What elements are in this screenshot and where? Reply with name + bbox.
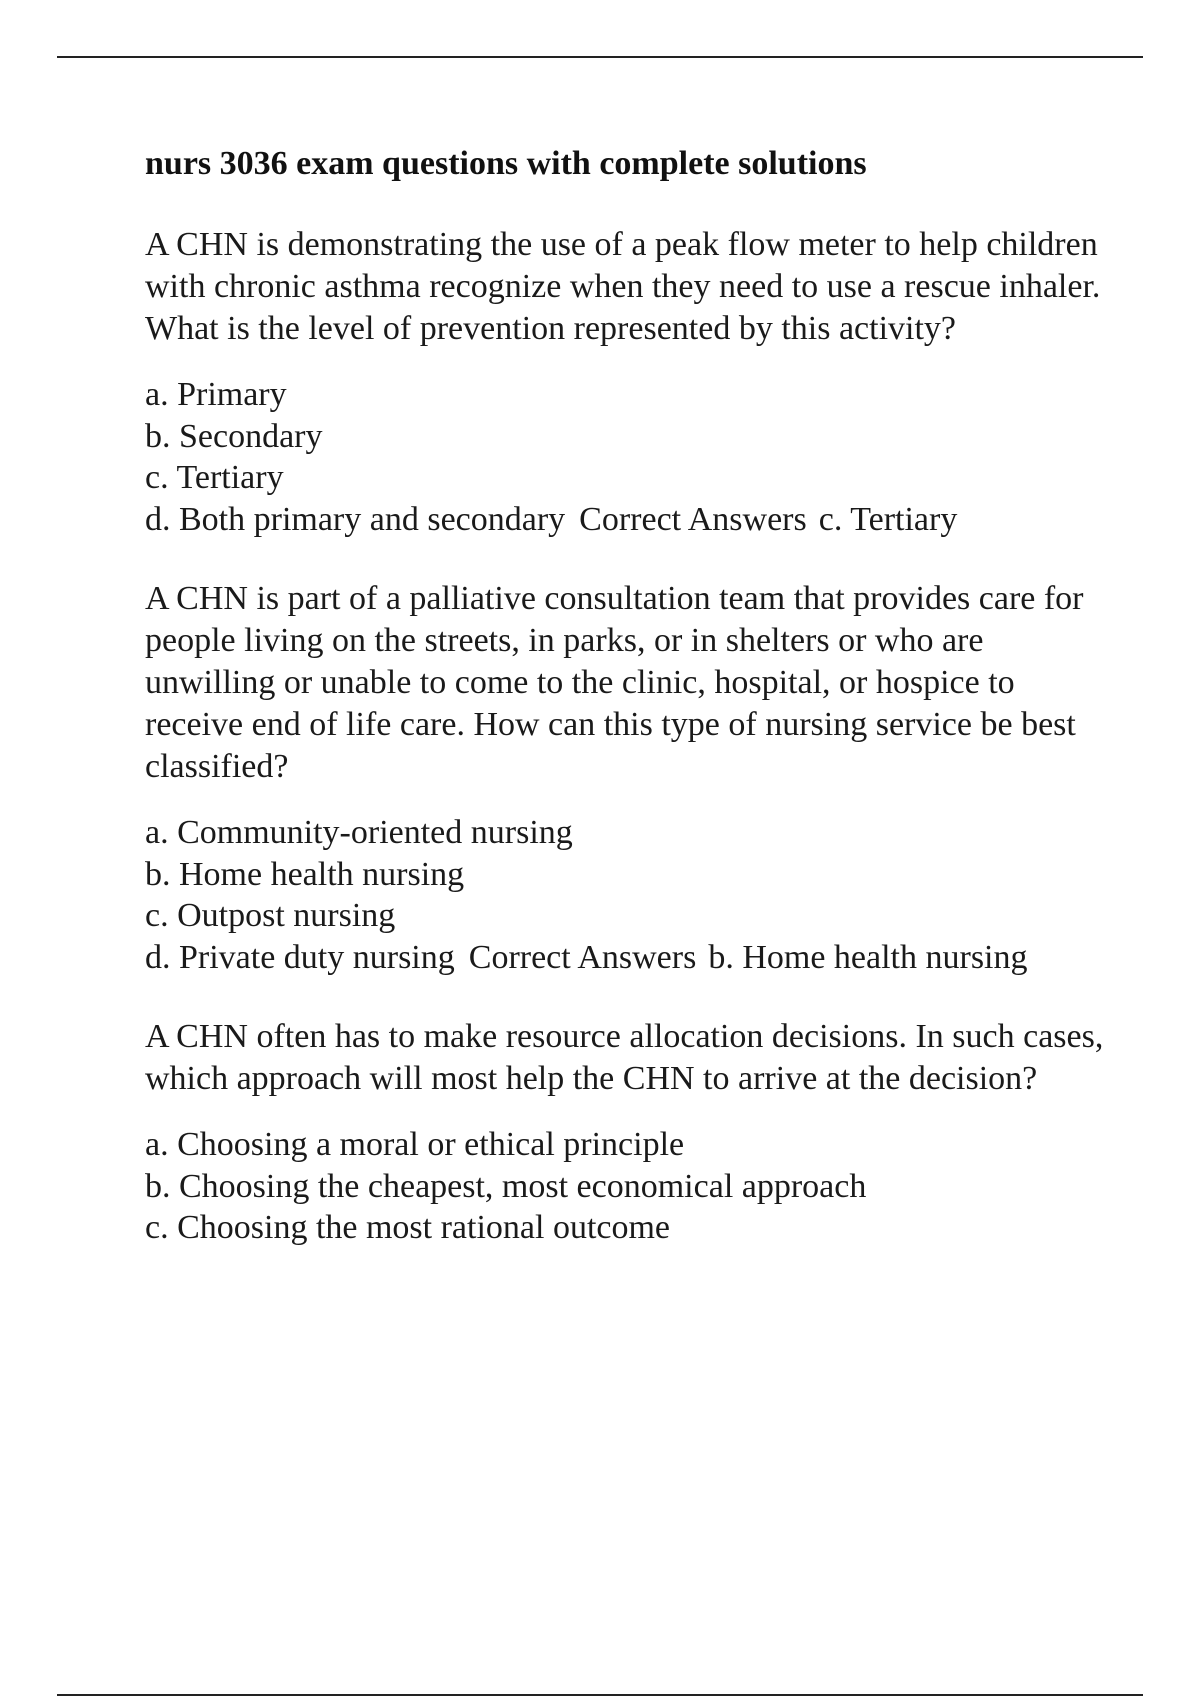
option-d-with-answer xyxy=(145,499,1105,541)
document-title: nurs 3036 exam questions with complete solutions xyxy=(145,145,867,182)
question-text: A CHN is part of a palliative consultation team that provides care for people living on the streets, in parks, or in shelters or who are unwilling or unable to come to the clinic, hospital, or hospice to receive end of life care. How can this type of nursing service be best classified? xyxy=(145,580,1084,785)
option-list xyxy=(145,374,1105,540)
option-c: c. Outpost nursing xyxy=(145,897,396,934)
option-d-with-answer xyxy=(145,937,1105,979)
option-b: b. Secondary xyxy=(145,417,323,455)
correct-answer: c. Tertiary xyxy=(818,500,958,538)
option-list xyxy=(145,1124,1105,1249)
option-a: a. Community-oriented nursing xyxy=(145,814,573,851)
question-2 xyxy=(145,578,1105,978)
option-b: b. Choosing the cheapest, most economical approach xyxy=(145,1167,867,1205)
option-d: d. Private duty nursing xyxy=(145,938,455,976)
option-list xyxy=(145,812,1105,978)
question-3 xyxy=(145,1016,1105,1249)
option-d: d. Both primary and secondary xyxy=(145,500,566,538)
correct-answers-label: Correct Answers xyxy=(468,938,697,976)
document-body xyxy=(145,142,1105,1287)
question-1 xyxy=(145,224,1105,540)
option-c: c. Choosing the most rational outcome xyxy=(145,1209,671,1246)
bottom-divider xyxy=(57,1694,1143,1696)
correct-answer: b. Home health nursing xyxy=(708,938,1028,976)
option-b: b. Home health nursing xyxy=(145,855,465,893)
option-c: c. Tertiary xyxy=(145,459,284,496)
top-divider xyxy=(57,56,1143,58)
option-a: a. Choosing a moral or ethical principle xyxy=(145,1126,685,1163)
option-a: a. Primary xyxy=(145,376,287,413)
correct-answers-label: Correct Answers xyxy=(579,500,807,538)
question-text: A CHN often has to make resource allocation decisions. In such cases, which approach will most help the CHN to arrive at the decision? xyxy=(145,1018,1104,1097)
question-text: A CHN is demonstrating the use of a peak flow meter to help children with chronic asthma recognize when they need to use a rescue inhaler. What is the level of prevention represented by this activity? xyxy=(145,226,1101,347)
